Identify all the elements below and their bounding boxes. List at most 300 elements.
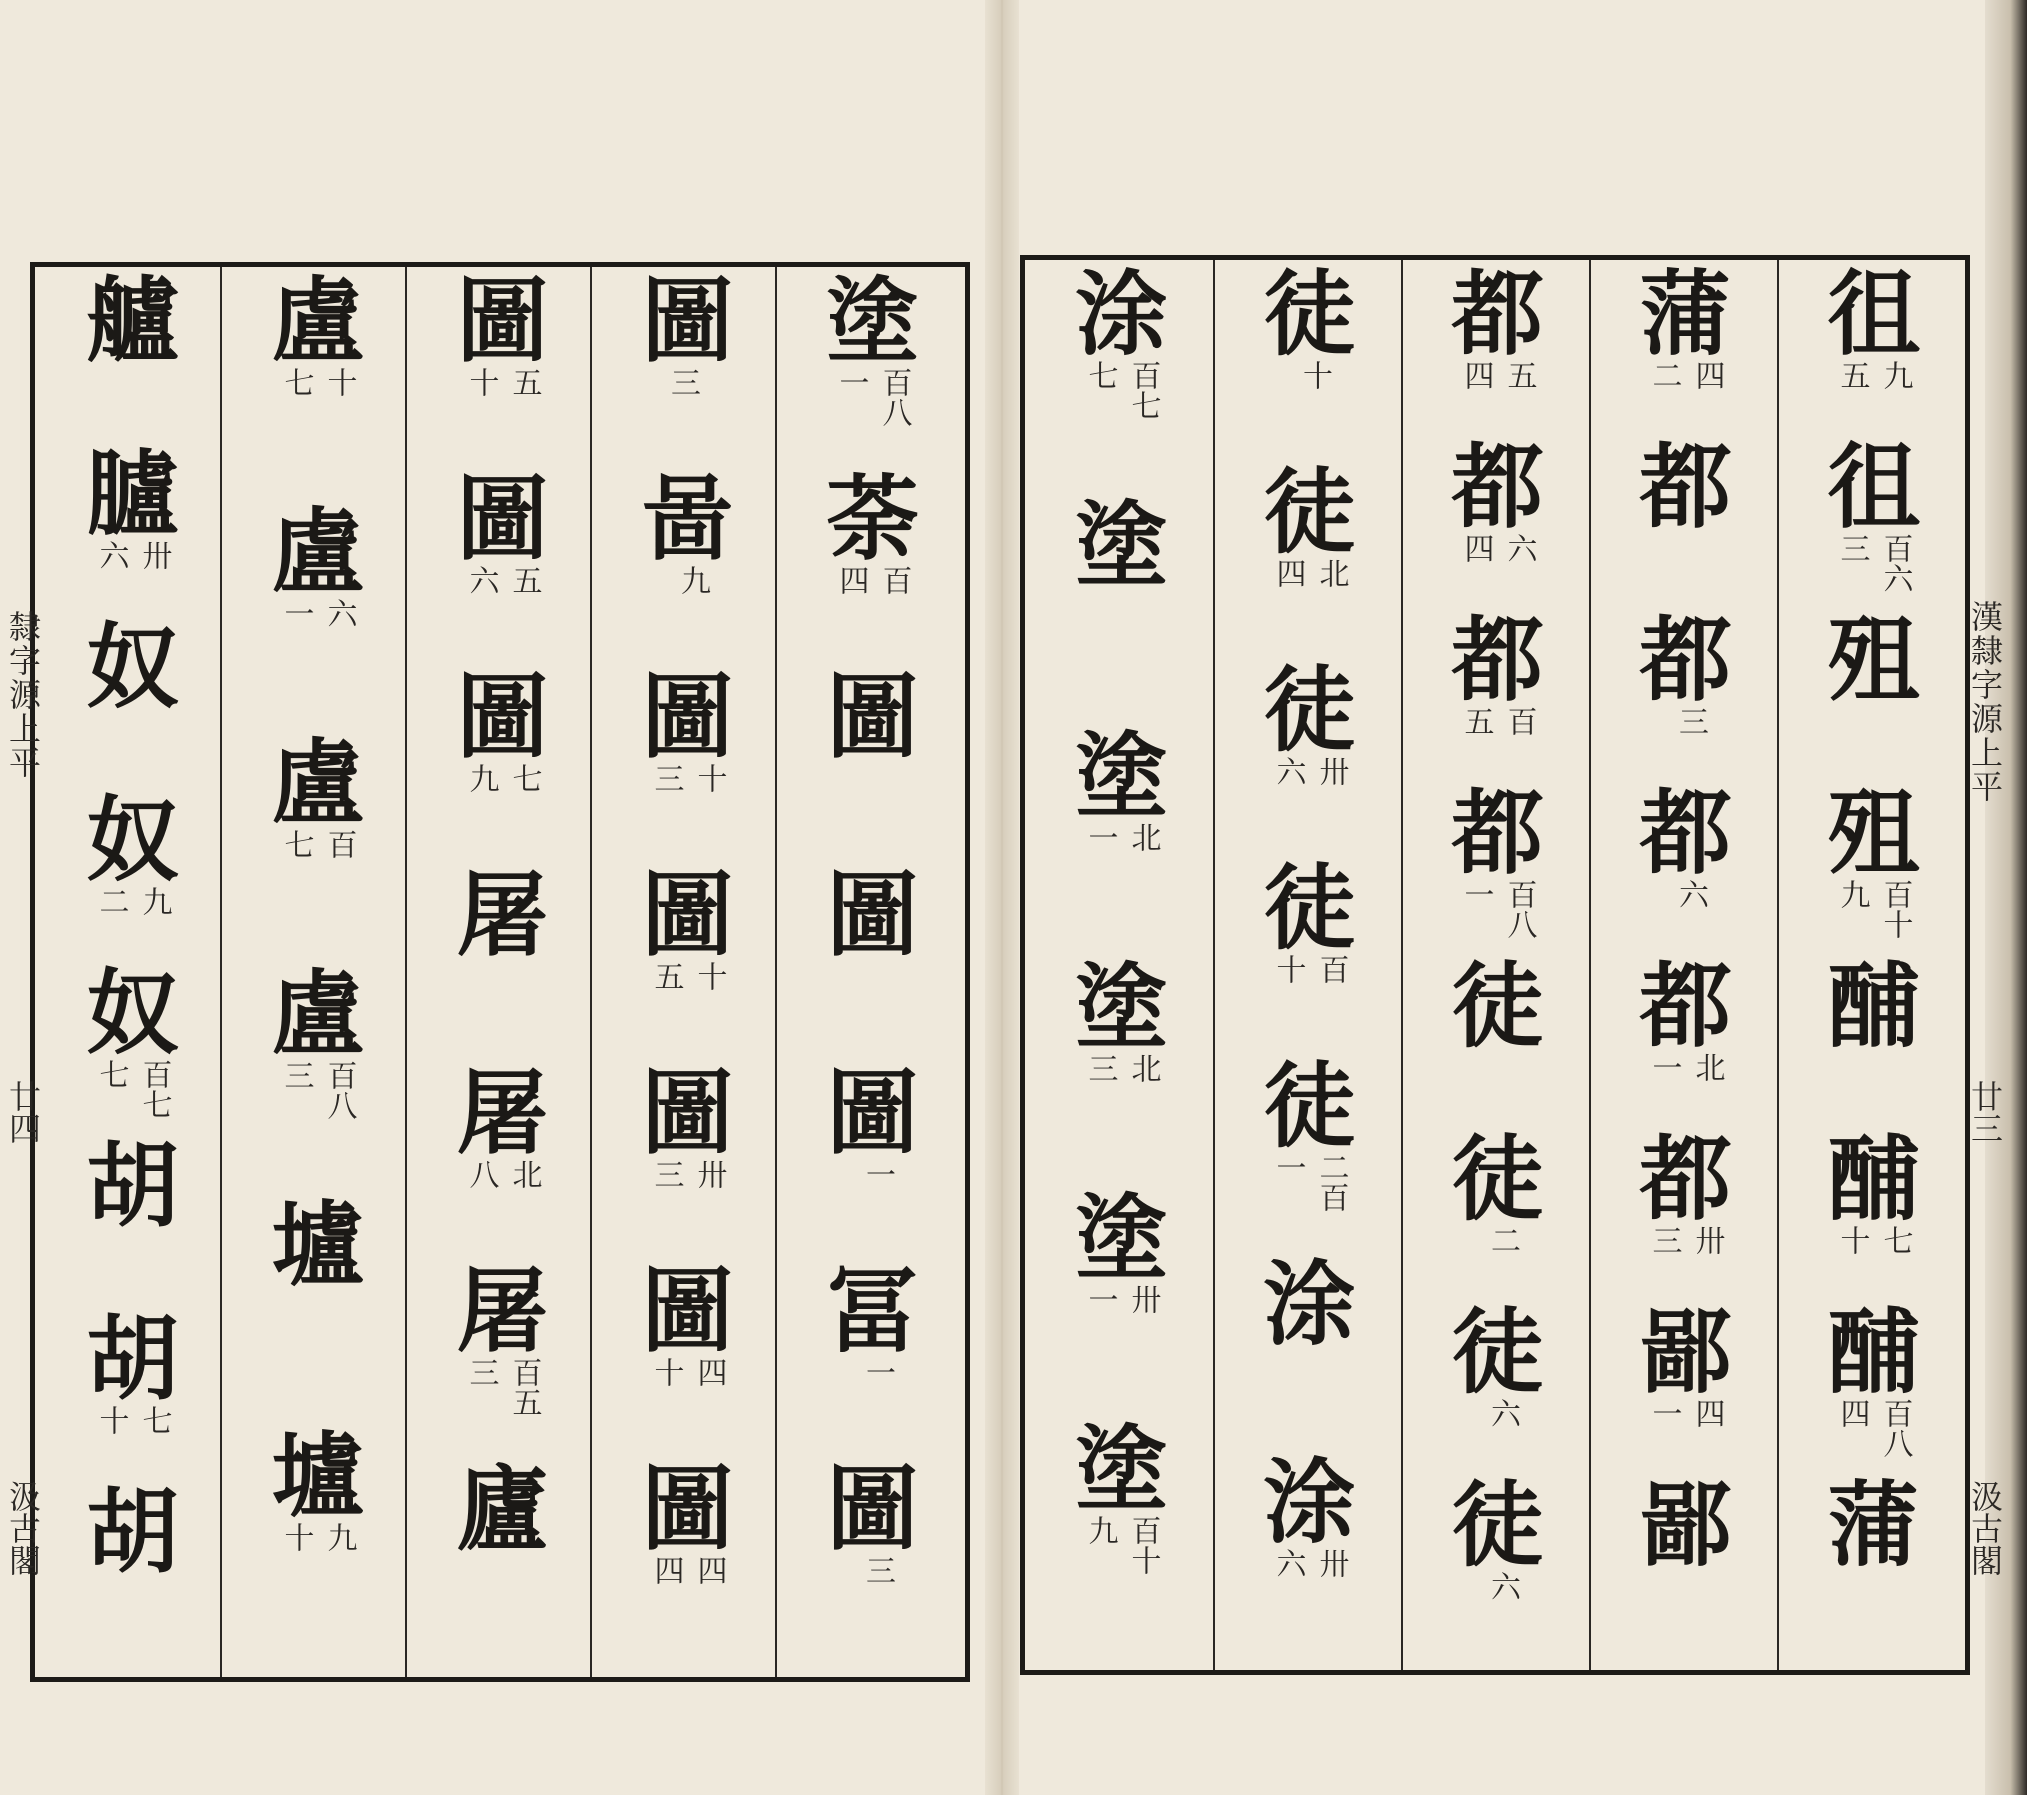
source-note-line: 三 — [648, 763, 684, 793]
source-note-line: 百十 — [1125, 1515, 1161, 1575]
source-note-line: 百十 — [1877, 879, 1913, 939]
source-note-line: 一 — [1082, 822, 1118, 852]
source-note — [1459, 706, 1535, 748]
glyph-entry — [86, 613, 179, 794]
source-note-line: 九 — [463, 763, 499, 793]
source-note-line: 卅 — [136, 540, 172, 570]
source-note-line: 八 — [463, 1159, 499, 1189]
source-note-line: 七 — [278, 829, 314, 859]
seal-glyph: 塗 — [1075, 953, 1168, 1061]
glyph-entry — [1639, 952, 1732, 1133]
right-publisher: 汲古閣 — [1966, 1480, 2004, 1576]
source-note-line: 四 — [1458, 360, 1494, 390]
source-note-line: 七 — [93, 1059, 129, 1089]
glyph-entry — [271, 267, 364, 506]
glyph-entry — [1075, 491, 1168, 730]
glyph-entry — [641, 663, 734, 869]
left-folio: 廿四 — [4, 1080, 42, 1144]
glyph-entry — [1451, 433, 1544, 614]
source-note-line: 卅 — [1689, 1225, 1725, 1255]
source-note-line: 九 — [321, 1522, 357, 1552]
seal-glyph: 都 — [1451, 606, 1544, 714]
source-note — [649, 1159, 725, 1201]
glyph-entry — [1451, 1471, 1544, 1652]
source-note — [94, 1405, 170, 1447]
glyph-entry — [456, 861, 549, 1067]
glyph-entry — [641, 1455, 734, 1661]
source-note-line: 七 — [136, 1405, 172, 1435]
glyph-entry — [271, 729, 364, 968]
source-note-line: 五 — [506, 367, 542, 397]
source-note — [94, 540, 170, 582]
seal-glyph: 圖 — [456, 267, 549, 375]
seal-glyph: 屠 — [456, 1257, 549, 1365]
glyph-entry — [826, 1257, 919, 1463]
glyph-entry — [456, 1455, 549, 1661]
glyph-entry — [86, 267, 179, 448]
source-note — [1476, 1398, 1519, 1440]
seal-glyph: 鄙 — [1639, 1471, 1732, 1579]
seal-glyph: 都 — [1451, 260, 1544, 368]
source-note — [867, 961, 877, 1003]
source-note-line: 十 — [691, 763, 727, 793]
glyph-entry — [641, 1257, 734, 1463]
seal-glyph: 奴 — [86, 959, 179, 1067]
source-note — [1664, 879, 1707, 921]
glyph-entry — [1827, 433, 1920, 614]
seal-glyph: 盧 — [271, 729, 364, 837]
source-note — [1083, 360, 1159, 420]
column-rule — [1213, 260, 1215, 1670]
seal-glyph: 壚 — [271, 1191, 364, 1299]
glyph-entry — [826, 663, 919, 869]
source-note — [1083, 822, 1159, 864]
glyph-entry — [1075, 722, 1168, 961]
glyph-entry — [1263, 458, 1356, 664]
seal-glyph: 酺 — [1827, 952, 1920, 1060]
seal-glyph: 胡 — [86, 1132, 179, 1240]
glyph-entry — [1263, 1250, 1356, 1456]
source-note — [464, 1357, 540, 1417]
seal-glyph: 徂 — [1827, 260, 1920, 368]
glyph-entry — [1639, 433, 1732, 614]
seal-glyph: 徒 — [1263, 1052, 1356, 1160]
source-note-line: 五 — [1501, 360, 1537, 390]
source-note — [1835, 533, 1911, 593]
source-note — [1116, 591, 1126, 633]
source-note-line: 一 — [278, 598, 314, 628]
source-note — [1868, 1571, 1878, 1613]
source-note — [464, 763, 540, 805]
source-note-line: 一 — [833, 367, 869, 397]
seal-glyph: 冨 — [826, 1257, 919, 1365]
glyph-entry — [86, 786, 179, 967]
source-note-line: 六 — [321, 598, 357, 628]
source-note — [649, 1357, 725, 1399]
right-column-1 — [1782, 260, 1965, 1662]
source-note-line: 百五 — [506, 1357, 542, 1417]
column-rule — [1401, 260, 1403, 1670]
source-note-line: 百七 — [136, 1059, 172, 1119]
source-note — [1492, 1052, 1502, 1094]
source-note-line: 三 — [463, 1357, 499, 1387]
source-note-line: 六 — [1270, 756, 1306, 786]
seal-glyph: 徒 — [1263, 260, 1356, 368]
glyph-entry — [641, 1059, 734, 1265]
source-note — [94, 886, 170, 928]
source-note — [279, 1522, 355, 1564]
source-note-line: 九 — [1834, 879, 1870, 909]
seal-glyph: 徒 — [1451, 1471, 1544, 1579]
source-note-line: 百 — [1501, 706, 1537, 736]
source-note — [1680, 1571, 1690, 1613]
seal-glyph: 都 — [1639, 1125, 1732, 1233]
right-page-frame — [1020, 255, 1970, 1675]
glyph-entry — [826, 861, 919, 1067]
glyph-entry — [826, 1455, 919, 1661]
seal-glyph: 奴 — [86, 786, 179, 894]
left-page-frame — [30, 262, 970, 1682]
left-column-4 — [225, 267, 410, 1669]
seal-glyph: 圖 — [826, 1059, 919, 1167]
source-note — [127, 367, 137, 409]
source-note-line: 一 — [1646, 1398, 1682, 1428]
glyph-entry — [86, 1305, 179, 1486]
seal-glyph: 奴 — [86, 613, 179, 721]
seal-glyph: 殂 — [1827, 606, 1920, 714]
seal-glyph: 都 — [1451, 779, 1544, 887]
source-note-line: 三 — [278, 1060, 314, 1090]
source-note-line: 六 — [1501, 533, 1537, 563]
source-note-line: 四 — [691, 1555, 727, 1585]
source-note-line: 百八 — [1501, 879, 1537, 939]
glyph-entry — [1639, 1298, 1732, 1479]
seal-glyph: 酺 — [1827, 1125, 1920, 1233]
glyph-entry — [641, 267, 734, 473]
source-note-line: 百 — [321, 829, 357, 859]
source-note-line: 四 — [1834, 1398, 1870, 1428]
source-note — [867, 763, 877, 805]
seal-glyph: 都 — [1639, 606, 1732, 714]
seal-glyph: 徒 — [1451, 952, 1544, 1060]
source-note — [1647, 1398, 1723, 1440]
seal-glyph: 艫 — [86, 267, 179, 375]
source-note — [497, 1555, 507, 1597]
glyph-entry — [826, 1059, 919, 1265]
source-note — [1083, 1053, 1159, 1095]
source-note-line: 六 — [463, 565, 499, 595]
source-note — [1835, 1398, 1911, 1458]
source-note — [1459, 879, 1535, 939]
source-note-line: 三 — [1646, 1225, 1682, 1255]
source-note-line: 十 — [93, 1405, 129, 1435]
glyph-entry — [271, 1191, 364, 1430]
glyph-entry — [86, 1132, 179, 1313]
glyph-entry — [456, 267, 549, 473]
seal-glyph: 圖 — [641, 861, 734, 969]
seal-glyph: 徒 — [1451, 1125, 1544, 1233]
source-note — [464, 1159, 540, 1201]
source-note-line: 九 — [674, 565, 710, 595]
source-note-line: 十 — [691, 961, 727, 991]
seal-glyph: 胡 — [86, 1478, 179, 1586]
glyph-entry — [1827, 952, 1920, 1133]
seal-glyph: 圖 — [641, 1059, 734, 1167]
glyph-entry — [1451, 260, 1544, 441]
seal-glyph: 廬 — [456, 1455, 549, 1563]
source-note — [1868, 1052, 1878, 1094]
source-note-line: 北 — [1689, 1052, 1725, 1082]
glyph-entry — [1075, 953, 1168, 1192]
source-note-line: 十 — [321, 367, 357, 397]
source-note — [1083, 1284, 1159, 1326]
source-note — [1680, 533, 1690, 575]
source-note — [1271, 558, 1347, 600]
source-note-line: 一 — [859, 1159, 895, 1189]
glyph-entry — [456, 1257, 549, 1463]
glyph-entry — [456, 663, 549, 869]
source-note — [1647, 1225, 1723, 1267]
seal-glyph: 都 — [1451, 433, 1544, 541]
glyph-entry — [1639, 1125, 1732, 1306]
seal-glyph: 塗 — [1075, 491, 1168, 599]
source-note-line: 百 — [876, 565, 912, 595]
source-note-line: 十 — [1270, 954, 1306, 984]
seal-glyph: 鄙 — [1639, 1298, 1732, 1406]
source-note-line: 六 — [1484, 1398, 1520, 1428]
source-note — [1647, 360, 1723, 402]
right-margin-title: 漢隸字源上平 — [1966, 600, 2004, 804]
glyph-entry — [86, 440, 179, 621]
source-note-line: 九 — [1082, 1515, 1118, 1545]
source-note — [649, 763, 725, 805]
glyph-entry — [456, 1059, 549, 1265]
glyph-entry — [1827, 1125, 1920, 1306]
glyph-entry — [1075, 1415, 1168, 1654]
seal-glyph: 徒 — [1451, 1298, 1544, 1406]
left-publisher: 汲古閣 — [4, 1480, 42, 1576]
source-note — [497, 961, 507, 1003]
source-note-line: 十 — [463, 367, 499, 397]
source-note — [1459, 360, 1535, 402]
glyph-entry — [271, 1422, 364, 1661]
source-note — [851, 1555, 894, 1597]
source-note-line: 四 — [1689, 1398, 1725, 1428]
source-note-line: 三 — [664, 367, 700, 397]
source-note — [1835, 1225, 1911, 1267]
glyph-entry — [1075, 1184, 1168, 1423]
seal-glyph: 塗 — [826, 267, 919, 375]
source-note — [649, 1555, 725, 1597]
source-note — [279, 829, 355, 871]
glyph-entry — [1263, 1052, 1356, 1258]
source-note-line: 百八 — [876, 367, 912, 427]
source-note — [1647, 1052, 1723, 1094]
source-note — [464, 367, 540, 409]
source-note-line: 六 — [1270, 1548, 1306, 1578]
source-note — [851, 1159, 894, 1201]
source-note-line: 北 — [1125, 822, 1161, 852]
source-note-line: 九 — [1877, 360, 1913, 390]
seal-glyph: 圖 — [826, 861, 919, 969]
source-note-line: 四 — [833, 565, 869, 595]
glyph-entry — [826, 267, 919, 473]
glyph-entry — [641, 861, 734, 1067]
source-note-line: 一 — [1270, 1152, 1306, 1182]
glyph-entry — [1451, 606, 1544, 787]
source-note-line: 五 — [1834, 360, 1870, 390]
glyph-entry — [1827, 260, 1920, 441]
source-note — [1476, 1571, 1519, 1613]
source-note-line: 百八 — [1877, 1398, 1913, 1458]
source-note-line: 百八 — [321, 1060, 357, 1120]
seal-glyph: 盧 — [271, 498, 364, 606]
source-note — [834, 565, 910, 607]
source-note-line: 一 — [1458, 879, 1494, 909]
seal-glyph: 塗 — [1075, 1415, 1168, 1523]
seal-glyph: 涂 — [1263, 1448, 1356, 1556]
seal-glyph: 圖 — [826, 1455, 919, 1563]
source-note — [279, 367, 355, 409]
source-note-line: 一 — [859, 1357, 895, 1387]
source-note-line: 二 — [93, 886, 129, 916]
source-note — [1304, 1350, 1314, 1392]
glyph-entry — [1639, 260, 1732, 441]
source-note-line: 六 — [1484, 1571, 1520, 1601]
seal-glyph: 塗 — [1075, 1184, 1168, 1292]
seal-glyph: 圖 — [826, 663, 919, 771]
seal-glyph: 蒲 — [1827, 1471, 1920, 1579]
source-note — [1083, 1515, 1159, 1575]
seal-glyph: 塗 — [1075, 722, 1168, 830]
left-column-2 — [595, 267, 780, 1669]
source-note-line: 二百 — [1313, 1152, 1349, 1212]
seal-glyph: 屠 — [456, 1059, 549, 1167]
column-rule — [1777, 260, 1779, 1670]
source-note — [1271, 1152, 1347, 1212]
seal-glyph: 蒲 — [1639, 260, 1732, 368]
column-rule — [1589, 260, 1591, 1670]
source-note-line: 九 — [136, 886, 172, 916]
source-note — [464, 565, 540, 607]
seal-glyph: 徒 — [1263, 854, 1356, 962]
glyph-entry — [1263, 260, 1356, 466]
source-note-line: 百 — [1313, 954, 1349, 984]
source-note-line: 卅 — [1313, 756, 1349, 786]
seal-glyph: 圖 — [641, 663, 734, 771]
source-note-line: 百七 — [1125, 360, 1161, 420]
source-note — [851, 1357, 894, 1399]
left-margin-title: 隸字源上平 — [4, 610, 42, 780]
source-note — [94, 1059, 170, 1119]
seal-glyph: 徒 — [1263, 458, 1356, 566]
source-note — [1271, 1548, 1347, 1590]
right-column-2 — [1594, 260, 1777, 1662]
seal-glyph: 涂 — [1075, 260, 1168, 368]
glyph-entry — [1451, 1298, 1544, 1479]
glyph-entry — [1827, 779, 1920, 960]
source-note-line: 百六 — [1877, 533, 1913, 593]
seal-glyph: 圖 — [641, 267, 734, 375]
source-note-line: 四 — [691, 1357, 727, 1387]
source-note — [1288, 360, 1331, 402]
source-note-line: 四 — [1270, 558, 1306, 588]
source-note-line: 十 — [648, 1357, 684, 1387]
source-note — [1664, 706, 1707, 748]
source-note — [1271, 954, 1347, 996]
glyph-entry — [1827, 1471, 1920, 1652]
glyph-entry — [1075, 260, 1168, 499]
seal-glyph: 圖 — [641, 1257, 734, 1365]
source-note — [1835, 360, 1911, 402]
source-note — [666, 565, 709, 607]
right-column-5 — [1030, 260, 1213, 1662]
seal-glyph: 啚 — [641, 465, 734, 573]
source-note-line: 三 — [1082, 1053, 1118, 1083]
seal-glyph: 都 — [1639, 433, 1732, 541]
seal-glyph: 殂 — [1827, 779, 1920, 887]
source-note-line: 五 — [648, 961, 684, 991]
source-note — [649, 961, 725, 1003]
source-note — [1459, 533, 1535, 575]
glyph-entry — [1639, 606, 1732, 787]
glyph-entry — [1451, 952, 1544, 1133]
source-note-line: 十 — [278, 1522, 314, 1552]
seal-glyph: 酺 — [1827, 1298, 1920, 1406]
glyph-entry — [826, 465, 919, 671]
seal-glyph: 圖 — [456, 663, 549, 771]
source-note-line: 北 — [1313, 558, 1349, 588]
source-note-line: 三 — [1672, 706, 1708, 736]
source-note-line: 三 — [859, 1555, 895, 1585]
source-note-line: 北 — [506, 1159, 542, 1189]
source-note-line: 七 — [1082, 360, 1118, 390]
right-column-3 — [1406, 260, 1589, 1662]
source-note — [127, 1232, 137, 1274]
source-note-line: 卅 — [1313, 1548, 1349, 1578]
glyph-entry — [1451, 779, 1544, 960]
seal-glyph: 都 — [1639, 779, 1732, 887]
seal-glyph: 盧 — [271, 960, 364, 1068]
source-note-line: 一 — [1082, 1284, 1118, 1314]
source-note — [279, 1060, 355, 1120]
glyph-entry — [1639, 779, 1732, 960]
seal-glyph: 盧 — [271, 267, 364, 375]
seal-glyph: 胡 — [86, 1305, 179, 1413]
seal-glyph: 壚 — [271, 1422, 364, 1530]
seal-glyph: 臚 — [86, 440, 179, 548]
source-note-line: 四 — [1689, 360, 1725, 390]
seal-glyph: 都 — [1639, 952, 1732, 1060]
left-column-3 — [410, 267, 595, 1669]
source-note — [279, 598, 355, 640]
seal-glyph: 圖 — [456, 465, 549, 573]
source-note-line: 六 — [93, 540, 129, 570]
glyph-entry — [641, 465, 734, 671]
source-note — [834, 367, 910, 427]
seal-glyph: 圖 — [641, 1455, 734, 1563]
glyph-entry — [271, 498, 364, 737]
glyph-entry — [1263, 1448, 1356, 1654]
seal-glyph: 荼 — [826, 465, 919, 573]
left-column-5 — [40, 267, 225, 1669]
glyph-entry — [271, 960, 364, 1199]
source-note — [666, 367, 709, 409]
left-column-1 — [780, 267, 965, 1669]
source-note-line: 十 — [1296, 360, 1332, 390]
source-note — [312, 1291, 322, 1333]
source-note-line: 三 — [648, 1159, 684, 1189]
